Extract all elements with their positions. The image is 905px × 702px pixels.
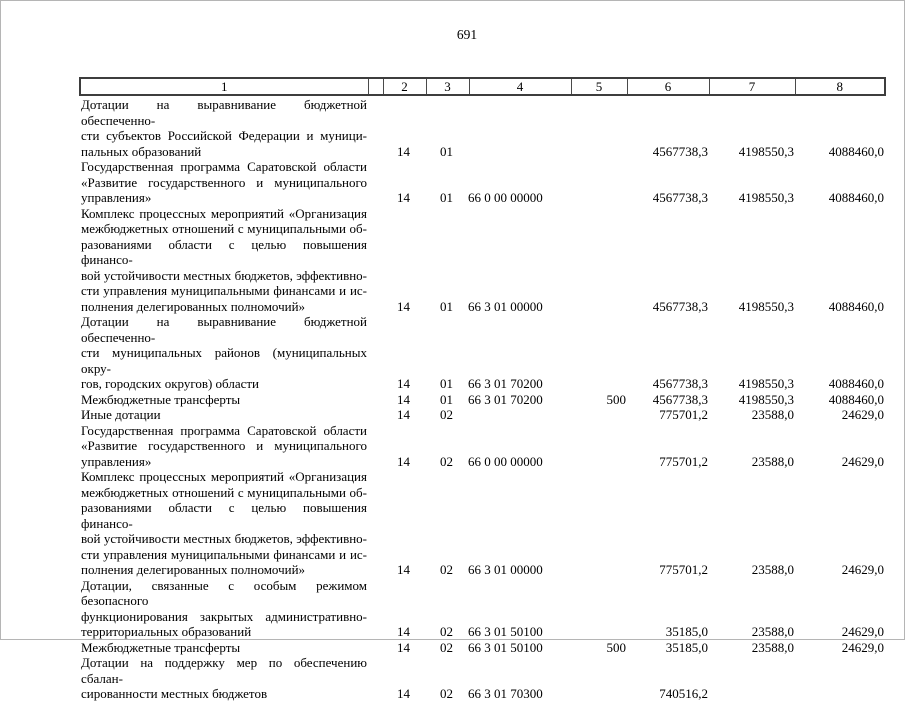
cell-c3: 01 bbox=[440, 143, 453, 159]
cell-c2: 14 bbox=[397, 143, 410, 159]
table-header-row bbox=[80, 78, 885, 95]
table-row bbox=[79, 206, 884, 315]
cell-c6: 740516,2 bbox=[659, 686, 708, 701]
row-title-line: Дотации, связанные с особым режимом безопасного bbox=[81, 577, 367, 608]
cell-c5 bbox=[570, 97, 626, 159]
row-title-line: Комплекс процессных мероприятий «Организация bbox=[81, 469, 367, 484]
cell-c8: 24629,0 bbox=[841, 407, 884, 422]
row-gap-cell bbox=[367, 159, 382, 206]
row-title-line: управления» bbox=[81, 190, 152, 205]
cell-c7: 23588,0 bbox=[751, 453, 794, 469]
row-title-cell bbox=[79, 423, 367, 470]
cell-c5 bbox=[570, 578, 626, 640]
cell-c2: 14 bbox=[397, 190, 410, 205]
cell-c4: 66 3 01 70200 bbox=[468, 391, 543, 407]
budget-table bbox=[79, 77, 884, 702]
cell-c8: 4088460,0 bbox=[828, 143, 884, 159]
row-title-line: «Развитие государственного и муниципального bbox=[81, 174, 367, 190]
cell-c6: 35185,0 bbox=[665, 639, 708, 655]
table-row bbox=[79, 407, 884, 423]
header-cell-1: 1 bbox=[80, 78, 368, 95]
cell-c5: 500 bbox=[606, 391, 626, 407]
cell-c4: 66 3 01 50100 bbox=[468, 624, 543, 639]
row-title-cell bbox=[79, 640, 367, 656]
row-title-line: разованиями области с целью повышения финансо- bbox=[81, 500, 367, 531]
cell-c3: 01 bbox=[440, 391, 453, 407]
cell-c5 bbox=[570, 469, 626, 578]
row-title-line: Государственная программа Саратовской области bbox=[81, 422, 367, 438]
cell-c5 bbox=[570, 407, 626, 423]
cell-c2: 14 bbox=[397, 298, 410, 314]
row-title-line: межбюджетных отношений с муниципальными об- bbox=[81, 221, 367, 236]
row-title-line: управления» bbox=[81, 453, 152, 469]
cell-c7: 4198550,3 bbox=[738, 391, 794, 407]
cell-c8: 24629,0 bbox=[841, 639, 884, 655]
header-cell-2: 2 bbox=[383, 78, 426, 95]
cell-c2: 14 bbox=[397, 562, 410, 577]
row-title-line: полнения делегированных полномочий» bbox=[81, 562, 306, 577]
table-row bbox=[79, 392, 884, 408]
row-gap-cell bbox=[367, 423, 382, 470]
cell-c5 bbox=[570, 655, 626, 702]
cell-c8: 24629,0 bbox=[841, 453, 884, 469]
cell-c8: 4088460,0 bbox=[828, 298, 884, 314]
row-gap-cell bbox=[367, 655, 382, 702]
row-title-line: Дотации на выравнивание бюджетной обеспеченно- bbox=[81, 97, 367, 128]
row-gap-cell bbox=[367, 97, 382, 159]
row-gap-cell bbox=[367, 640, 382, 656]
cell-c6: 35185,0 bbox=[665, 624, 708, 639]
row-title-line: пальных образований bbox=[81, 143, 202, 159]
table-row bbox=[79, 640, 884, 656]
row-title-line: Межбюджетные трансферты bbox=[81, 391, 241, 407]
cell-c7: 23588,0 bbox=[751, 639, 794, 655]
row-title-line: межбюджетных отношений с муниципальными об- bbox=[81, 484, 367, 500]
cell-c7: 4198550,3 bbox=[738, 190, 794, 205]
cell-c3: 01 bbox=[440, 376, 453, 391]
row-title-cell bbox=[79, 392, 367, 408]
cell-c4: 66 3 01 00000 bbox=[468, 298, 543, 314]
row-title-cell bbox=[79, 97, 367, 159]
table-row bbox=[79, 159, 884, 206]
row-gap-cell bbox=[367, 206, 382, 315]
row-title-line: вой устойчивости местных бюджетов, эффективно- bbox=[81, 531, 367, 546]
cell-c4 bbox=[468, 97, 570, 159]
row-title-cell bbox=[79, 655, 367, 702]
row-gap-cell bbox=[367, 578, 382, 640]
row-title-line: Комплекс процессных мероприятий «Организация bbox=[81, 205, 367, 221]
table-header bbox=[79, 77, 886, 96]
row-title-cell bbox=[79, 206, 367, 315]
cell-c2: 14 bbox=[397, 376, 410, 391]
cell-c7: 23588,0 bbox=[751, 624, 794, 639]
cell-c5 bbox=[570, 159, 626, 206]
header-cell-8: 8 bbox=[795, 78, 885, 95]
cell-c6: 4567738,3 bbox=[652, 143, 708, 159]
cell-c2: 14 bbox=[397, 686, 410, 701]
row-title-cell bbox=[79, 469, 367, 578]
cell-c8: 4088460,0 bbox=[828, 376, 884, 391]
row-title-cell bbox=[79, 314, 367, 392]
row-title-line: сти субъектов Российской Федерации и муници- bbox=[81, 128, 367, 143]
cell-c2: 14 bbox=[397, 391, 410, 407]
row-title-line: полнения делегированных полномочий» bbox=[81, 298, 306, 314]
cell-c7: 4198550,3 bbox=[738, 298, 794, 314]
cell-c8: 24629,0 bbox=[841, 562, 884, 577]
cell-c3: 02 bbox=[440, 562, 453, 577]
row-title-line: Межбюджетные трансферты bbox=[81, 639, 241, 655]
table-body-table bbox=[79, 97, 884, 702]
table-row bbox=[79, 469, 884, 578]
cell-c3: 01 bbox=[440, 298, 453, 314]
cell-c6: 775701,2 bbox=[659, 407, 708, 422]
cell-c4: 66 0 00 00000 bbox=[468, 190, 543, 205]
header-cell-7: 7 bbox=[709, 78, 795, 95]
table-row bbox=[79, 655, 884, 702]
row-title-line: Дотации на поддержку мер по обеспечению сбалан- bbox=[81, 655, 367, 686]
row-title-line: сти управления муниципальными финансами и ис- bbox=[81, 546, 367, 562]
row-title-line: гов, городских округов) области bbox=[81, 376, 260, 391]
row-title-line: сированности местных бюджетов bbox=[81, 686, 268, 701]
row-title-line: сти муниципальных районов (муниципальных окру- bbox=[81, 345, 367, 376]
cell-c6: 775701,2 bbox=[659, 562, 708, 577]
header-cell-3: 3 bbox=[426, 78, 469, 95]
row-title-line: Дотации на выравнивание бюджетной обеспеченно- bbox=[81, 314, 367, 345]
cell-c4: 66 3 01 70200 bbox=[468, 376, 543, 391]
row-title-line: сти управления муниципальными финансами и ис- bbox=[81, 283, 367, 298]
cell-c8: 4088460,0 bbox=[828, 391, 884, 407]
cell-c4 bbox=[468, 407, 570, 423]
row-gap-cell bbox=[367, 392, 382, 408]
cell-c6: 775701,2 bbox=[659, 453, 708, 469]
cell-c7: 4198550,3 bbox=[738, 376, 794, 391]
cell-c3: 01 bbox=[440, 190, 453, 205]
row-title-line: функционирования закрытых административно- bbox=[81, 608, 367, 624]
cell-c6: 4567738,3 bbox=[652, 190, 708, 205]
cell-c4: 66 3 01 70300 bbox=[468, 686, 543, 701]
cell-c5: 500 bbox=[606, 639, 626, 655]
cell-c4: 66 3 01 00000 bbox=[468, 562, 543, 577]
cell-c7: 23588,0 bbox=[751, 407, 794, 422]
row-title-cell bbox=[79, 159, 367, 206]
cell-c7: 4198550,3 bbox=[738, 143, 794, 159]
cell-c5 bbox=[570, 206, 626, 315]
header-cell-5: 5 bbox=[571, 78, 627, 95]
row-title-line: Государственная программа Саратовской области bbox=[81, 159, 367, 174]
cell-c6: 4567738,3 bbox=[652, 391, 708, 407]
row-title-line: разованиями области с целью повышения финансо- bbox=[81, 236, 367, 267]
header-cell-4: 4 bbox=[469, 78, 571, 95]
table-row bbox=[79, 578, 884, 640]
cell-c8: 4088460,0 bbox=[828, 190, 884, 205]
cell-c3: 02 bbox=[440, 624, 453, 639]
cell-c2: 14 bbox=[397, 453, 410, 469]
cell-c3: 02 bbox=[440, 407, 453, 422]
cell-c8: 24629,0 bbox=[841, 624, 884, 639]
row-title-cell bbox=[79, 578, 367, 640]
table-row bbox=[79, 97, 884, 159]
cell-c3: 02 bbox=[440, 686, 453, 701]
page-number: 691 bbox=[456, 27, 478, 42]
cell-c6: 4567738,3 bbox=[652, 298, 708, 314]
row-title-line: вой устойчивости местных бюджетов, эффективно- bbox=[81, 267, 367, 283]
row-title-line: «Развитие государственного и муниципального bbox=[81, 438, 367, 453]
cell-c5 bbox=[570, 423, 626, 470]
row-title-cell bbox=[79, 407, 367, 423]
cell-c2: 14 bbox=[397, 624, 410, 639]
table-row bbox=[79, 423, 884, 470]
cell-c5 bbox=[570, 314, 626, 392]
cell-c7 bbox=[708, 655, 794, 702]
header-cell-6: 6 bbox=[627, 78, 709, 95]
row-title-line: территориальных образований bbox=[81, 624, 252, 639]
row-gap-cell bbox=[367, 314, 382, 392]
cell-c7: 23588,0 bbox=[751, 562, 794, 577]
cell-c3: 02 bbox=[440, 639, 453, 655]
row-gap-cell bbox=[367, 407, 382, 423]
cell-c4: 66 0 00 00000 bbox=[468, 453, 543, 469]
header-gap-cell bbox=[368, 78, 383, 95]
table-body bbox=[79, 97, 884, 702]
cell-c4: 66 3 01 50100 bbox=[468, 639, 543, 655]
cell-c2: 14 bbox=[397, 639, 410, 655]
cell-c6: 4567738,3 bbox=[652, 376, 708, 391]
cell-c3: 02 bbox=[440, 453, 453, 469]
table-row bbox=[79, 314, 884, 392]
row-title-line: Иные дотации bbox=[81, 407, 161, 422]
cell-c2: 14 bbox=[397, 407, 410, 422]
cell-c8 bbox=[794, 655, 884, 702]
row-gap-cell bbox=[367, 469, 382, 578]
